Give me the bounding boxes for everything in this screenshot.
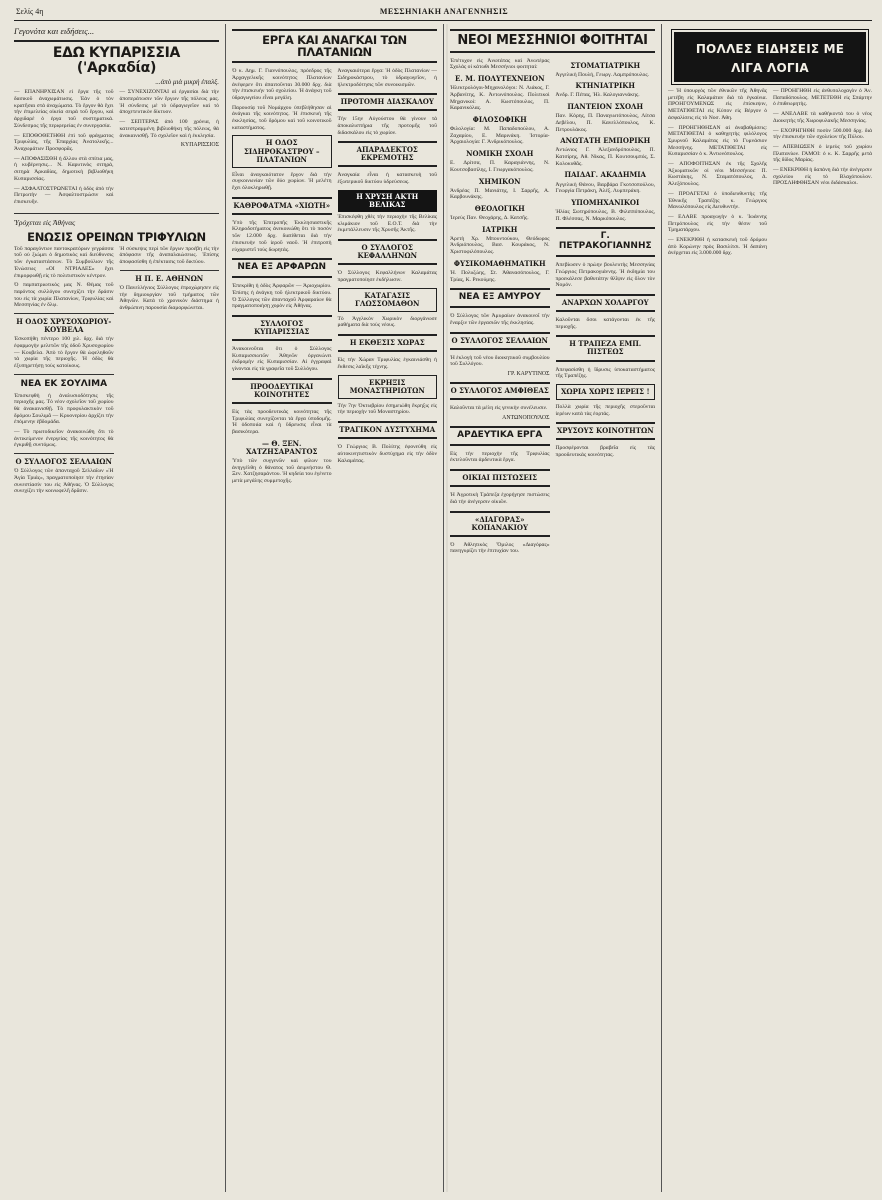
divider <box>14 374 114 375</box>
article-text: Ἀνακοινοῦται ὅτι ὁ Σύλλογος Κυπαρισσιωτῶν Ἀθηνῶν ὀργανώνει ἐκδρομὴν εἰς Κυπαρισσίαν. Αἱ ἐγγραφαὶ γίνονται εἰς τὰ γραφεῖα τοῦ Συλλόγου. <box>232 346 333 373</box>
headline-ypomix: ΥΠΟΜΗΧΑΝΙΚΟΙ <box>571 197 640 207</box>
divider <box>14 453 114 454</box>
divider <box>14 313 114 314</box>
headline-koinotites: ΠΡΟΟΔΕΥΤΙΚΑΙ ΚΟΙΝΟΤΗΤΕΣ <box>232 378 332 404</box>
masthead <box>14 6 872 21</box>
column-2 <box>232 24 437 1192</box>
byline: ΑΝΤΩΝΟΠΟΥΛΟΣ <box>502 414 550 421</box>
article-text: Ἱερεὺς Παν. Θεοχάρης, Δ. Κατσῆς. <box>450 215 529 222</box>
page-fold <box>446 24 448 1192</box>
article-text: Ἡ. Πολυζώης, Στ. Ἀθανασόπουλος, Γ. Τρίας, Κ. Ρεκούμης. <box>450 269 551 283</box>
article-text: Εἰς τὴν Χώραν Τριφυλίας ἐγκαινιάσθη ἡ ἔκθεσις λαϊκῆς τέχνης. <box>337 357 439 370</box>
article-text: Ἀνδρέας Π. Μανιάτης, Ι. Σαρρῆς, Α. Καρβουνάκης. <box>450 187 551 201</box>
article-text: Παν. Κόρης, Π. Παναγιωτόπουλος, Λίτσα Δεβέλου, Π. Κανελλόπουλος, Κ. Πετρουλάκος. <box>555 113 657 133</box>
newspaper-page <box>14 6 872 1192</box>
article-text: Ἐπισκεφθὴ ἡ ἀναλυσιοδότησις τῆς περιοχῆς μας. Τὸ νέον σχολεῖον τοῦ χωρίου θὰ ἀνακαινισθῇ. Τὸ προφυλακτικὸν τοῦ δρόμου Σουλιμᾶ — Κρυονερίου ἀρχίζει τὴν ἐπόμενην ἑβδομάδα. <box>14 392 115 426</box>
article-text: Ὁ Σύλλογος Κεφαλλήνων Καλαμάτας πραγματοποίησε ἐκδήλωσιν. <box>337 270 439 283</box>
article-text: Ἠλεκτρολόγοι-Μηχανολόγοι: Ν. Λιάκος, Γ. Ἀρβανίτης, Κ. Ἀντωνόπουλος. Πολιτικοὶ Μηχανικοί: Α. Κωστόπουλος, Π. Καρανικόλας. <box>450 85 551 112</box>
headline-paidag: ΠΑΙΔΑΓ. ΑΚΑΔΗΜΙΑ <box>564 170 646 180</box>
article-text: Τὴν 7ην Ὀκτωβρίου ἐσημειώθη ἔκρηξις εἰς τὴν περιοχὴν τοῦ Μοναστηρίου. <box>337 402 439 416</box>
article-text: Ἡ Ἀγροτικὴ Τράπεζα ἐχορήγησε πιστώσεις διὰ τὴν ἀνέγερσιν οἰκιῶν. <box>450 492 551 505</box>
headline-xatzisarantos: — Θ. ΞΕΝ. ΧΑΤΖΗΣΑΡΑΝΤΟΣ <box>245 438 318 456</box>
article-text: Ἡ ἐκλογὴ τοῦ νέου διοικητικοῦ συμβουλίου τοῦ Συλλόγου. <box>450 354 551 368</box>
headline-pie: Η Π. Ε. ΑΘΗΝΩΝ <box>135 273 204 283</box>
headline-theol: ΘΕΟΛΟΓΙΚΗ <box>474 203 525 213</box>
news-item: — ΑΠΟΦΟΙΤΗΣΑΝ ἐκ τῆς Σχολῆς Ἀξιωματικῶν οἱ νέοι Μεσσήνιοι: Π. Κωστάκης, Ν. Σταματόπουλος, Δ. Ἀλεξόπουλος. <box>668 161 769 188</box>
news-item: — ΑΠΕΒΙΩΣΕΝ ὁ ἱερεὺς τοῦ χωρίου Πλατανίων. ΓΑΜΟΙ: ὁ κ. Κ. Σαρρῆς μετὰ τῆς δίδος Μαρίας. <box>773 143 874 164</box>
divider <box>14 213 219 214</box>
newspaper-title: ΜΕΣΣΗΝΙΑΚΗ ΑΝΑΓΕΝΝΗΣΙΣ <box>379 7 509 16</box>
article-text: Ἐπισκέφθη χθὲς τὴν περιοχὴν τῆς Βελίκας κλιμάκιον τοῦ Ε.Ο.Τ. διὰ τὴν ἐκμετάλλευσιν τῆς Χρυσῆς Ἀκτῆς. <box>337 213 439 234</box>
headline-anot-emp: ΑΝΩΤΑΤΗ ΕΜΠΟΡΙΚΗ <box>560 136 651 146</box>
article-text: Ὁ κ. Δημ. Γ. Γιαννόπουλος, πρόεδρος τῆς Ἀρχαγγελικῆς κοινότητος Πλατανίων ἀνέφερεν ὅτι ἀπαιτοῦνται 30.000 δρχ. διὰ τὴν ἐπισκευὴν τοῦ σχολείου. Ἡ ἀνάγκη τοῦ ὑδραγωγείου εἶναι μεγάλη. <box>232 68 333 101</box>
column-1 <box>14 24 219 1192</box>
headline-kathrophatma: ΚΑΘΡΟΦΑΤΜΑ «ΧΙΩΤΗ» <box>232 197 332 215</box>
subtitle: ...ἀπὸ μιὰ μικρὴ ἐπαλξ. <box>155 78 219 87</box>
headline-apov: ΑΠΑΡΑΔΕΚΤΟΣ ΕΚΡΕΜΟΤΗΣ <box>338 141 438 167</box>
news-item: — ΕΝΕΚΡΙΘΗ ἡ δαπάνη διὰ τὴν ἀνέγερσιν σχολείου εἰς τὸ Βλαχόπουλον. ΠΡΟΣΛΗΦΘΗΣΑΝ νέοι διδάσκαλοι. <box>773 167 874 187</box>
article-text: Ἀπεφασίσθη ἡ ἵδρυσις ὑποκαταστήματος τῆς Τραπέζης. <box>555 366 657 380</box>
news-item: — ΕΛΑΒΕ προαγωγὴν ὁ κ. Ἰωάννης Πετρόπουλος εἰς τὴν θέσιν τοῦ Τμηματάρχου. <box>668 213 769 234</box>
headline-erga: ΕΡΓΑ ΚΑΙ ΑΝΑΓΚΑΙ ΤΩΝ ΠΛΑΤΑΝΙΩΝ <box>232 29 437 63</box>
headline-trapeza: Η ΤΡΑΠΕΖΑ ΕΜΠ. ΠΙΣΤΕΩΣ <box>556 335 656 361</box>
article-text: Ὑπὸ τῆς Ἐπιτροπῆς Ἐκκλησιαστικῆς Κληροδοτήματος ἀνεκοινώθη ὅτι τὸ ποσὸν τῶν 12.000 δρχ. διατίθεται διὰ τὴν ἐπισκευὴν τοῦ ἱεροῦ ναοῦ. Ἡ ἐπιτροπὴ εὐχαριστεῖ τοὺς δωρητάς. <box>232 219 333 253</box>
article-text: — ΑΠΟΦΑΣΙΣΘΗ ἡ ἄλλου στὰ σπίτια μας, ἡ κυβέρνησις... Ν. Καρυτινὸς σιτηρὰ, σιτηρὰ Ἀρκαδίας, δημοτικὴ βιβλιοθήκη Κυπαρισσίας. <box>14 155 115 182</box>
article-text: Ἀγγελικὴ Θάνου, Βαρβάρα Γκοτσοπούλου, Γεωργία Πετράκη, Ἀλέξ. Λυμπεράκη. <box>555 181 657 195</box>
article-text: Ὁ Ἀθλητικὸς Ὅμιλος «Διαγόρας» πανηγυρίζει τὴν ἐπιτυχίαν του. <box>450 541 551 555</box>
byline: ΚΥΠΑΡΙΣΣΙΟΣ <box>180 142 219 149</box>
article-text: Τὴν 15ην Αὐγούστου θὰ γίνουν τὰ ἀποκαλυπτήρια τῆς προτομῆς τοῦ διδασκάλου εἰς τὸ χωρίον. <box>337 116 439 136</box>
headline-protomi: ΠΡΟΤΟΜΗ ΔΙΑΣΚΑΛΟΥ <box>338 93 438 111</box>
article-text: Φιλολογία: Μ. Παπαδοπούλου, Α. Ζαχαρίου, Ε. Μαρινάκη. Ἱστορία-Ἀρχαιολογία: Γ. Ἀνδρικόπουλος. <box>450 125 551 146</box>
article-text: Παρουσίᾳ τοῦ Νομάρχου ὑπεβλήθησαν αἱ ἀνάγκαι τῆς κοινότητος. Ἡ ἐπισκευὴ τῆς ἐκκλησίας, τοῦ δρόμου καὶ τοῦ κοινοτικοῦ καταστήματος. <box>232 104 333 131</box>
column-3 <box>450 24 655 1192</box>
news-item: — ΕΝΕΚΡΙΘΗ ἡ κατασκευὴ τοῦ δρόμου ἀπὸ Κορώνην πρὸς Βασιλίτσι. Ἡ δαπάνη ἀνέρχεται εἰς 3.000.000 δρχ. <box>668 237 769 257</box>
headline-kyparissia: ΕΔΩ ΚΥΠΑΡΙΣΣΙΑ ('Αρκαδία) <box>52 45 181 76</box>
article-text: Εἰς τὰς προοδευτικὰς κοινότητας τῆς Τριφυλίας συνεχίζονται τὰ ἔργα ὑποδομῆς. Ἡ ὁδοποιία καὶ ἡ ὕδρευσις εἶναι τὰ βασικότερα. <box>232 408 333 436</box>
article-text: — ΕΠΟΘΟΘΕΤΗΘΗ ἐπὶ τοῦ φράγματος Τριφυλίας, τῆς Ἐπαρχίας Ἀνατολικῆς... Ἀναχωμάτων Προσφορᾶς. <box>14 132 115 152</box>
article-text: Εἶναι ἀναγκαιότατον ἔργον διὰ τὴν συγκοινωνίαν τῶν δύο χωρίων. Ἡ μελέτη ἔχει ὁλοκληρωθῇ. <box>232 171 333 191</box>
news-item: — ΠΡΟΗΓΗΘΗΣΑΝ αἱ ἀναβαθμίσεις: ΜΕΤΑΤΙΘΕΤΑΙ ὁ καθηγητὴς φιλόλογος Σμυρνοῦ Καλαμάτας εἰς τὸ Γυμνάσιον Μεσσήνης. ΜΕΤΑΤΙΘΕΤΑΙ εἰς Κυπαρισσίαν ὁ κ. Ἀντωνόπουλος. <box>668 124 769 158</box>
article-text: Ἠλίας Σωτηρόπουλος, Β. Φιλιππόπουλος, Π. Φλέσσας, Ν. Μαρκόπουλος. <box>555 208 657 222</box>
article-text: Ἐπέτυχον εἰς Ἀνωτάτας καὶ Ἀνωτέρας Σχολὰς οἱ κάτωθι Μεσσήνιοι φοιτηταί: <box>450 57 551 71</box>
article-text: Ὑπὸ τῶν συγγενῶν καὶ φίλων του ἀνηγγέλθη ὁ θάνατος τοῦ ἀειμνήστου Θ. Ξεν. Χατζησαράντου. Ἡ κηδεία του ἐγένετο μετὰ μεγάλης συμμετοχῆς. <box>232 457 333 484</box>
headline-stomat: ΣΤΟΜΑΤΙΑΤΡΙΚΗ <box>570 60 641 70</box>
headline-enosis: ΕΝΩΣΙΣ ΟΡΕΙΝΩΝ ΤΡΙΦΥΛΙΩΝ <box>27 229 206 244</box>
headline-kyp-syllogos: ΣΥΛΛΟΓΟΣ ΚΥΠΑΡΙΣΣΙΑΣ <box>232 315 332 341</box>
article-text: Ἀναγκαιότερα ἔργα: Ἡ ὁδὸς Πλατανίων — Σιδηροκάστρου, τὸ ὑδραγωγεῖον, ἡ ἠλεκτροδότησις τῶν συνοικισμῶν. <box>337 68 439 88</box>
headline-diagoras: «ΔΙΑΓΟΡΑΣ» ΚΟΠΑΝΑΚΙΟΥ <box>450 511 550 537</box>
headline-iatr: ΙΑΤΡΙΚΗ <box>482 224 518 234</box>
headline-ktiniat: ΚΤΗΝΙΑΤΡΙΚΗ <box>575 81 635 91</box>
article-text: Ἀρετὴ Χρ. Μπουντούκου, Θεόδωρος Ἀνδριόπουλος, Βασ. Κουράκος, Ν. Χριστοφιλόπουλος. <box>450 235 551 256</box>
headline-syllogos-sellaion: Ο ΣΥΛΛΟΓΟΣ ΣΕΛΛΑΙΩΝ <box>450 332 550 350</box>
column-divider <box>225 24 226 1192</box>
article-text: Ὁ Σύλλογος τῶν ἁπανταχοῦ Σελλαΐων «Ἡ Ἁγία Τριάς», πραγματοποίησε τὴν ἐτησίαν συνεστίασίν του εἰς Ἀθήνας. Ὁ Σύλλογος συνεχίζει τὴν κοινωφελῆ δρᾶσιν. <box>14 468 115 495</box>
column-divider <box>443 24 444 1192</box>
article-text: Καλοῦνται ὅσοι κατάγονται ἐκ τῆς περιοχῆς. <box>555 317 657 330</box>
headline-xoria: ΧΩΡΙΑ ΧΩΡΙΣ ΙΕΡΕΙΣ ! <box>556 384 656 400</box>
headline-zoni: Η ΧΡΥΣΗ ΑΚΤΗ ΒΕΛΙΚΑΣ <box>338 190 438 212</box>
divider <box>14 40 219 42</box>
headline-fysiko: ΦΥΣΙΚΟΜΑΘΗΜΑΤΙΚΗ <box>453 258 546 268</box>
article-text: Προσφέρονται βραβεῖα εἰς τὰς προοδευτικὰς κοινότητας. <box>555 445 657 459</box>
headline-filos: ΦΙΛΟΣΟΦΙΚΗ <box>472 114 527 124</box>
column-divider <box>661 24 662 1192</box>
column-4 <box>668 24 872 1192</box>
section-label: Γεγονότα και ειδήσεις... <box>14 26 95 36</box>
article-text: Ἀναγκαία εἶναι ἡ κατασκευὴ τοῦ ἐξωτερικοῦ δικτύου ὑδρεύσεως. <box>337 172 439 186</box>
article-text: Ἐπεκρίθη ἡ ὁδὸς Ἀρφαρῶν — Ἀριοχωρίου. Ἐπίσης ἡ ἀνάγκη τοῦ ἠλεκτρικοῦ δικτύου. Ὁ Σύλλογος τῶν ἁπανταχοῦ Ἀρφαραίων θὰ πραγματοποιήσῃ χορὸν εἰς Ἀθήνας. <box>232 283 333 310</box>
headline-ekthesi: Η ΕΚΘΕΣΙΣ ΧΩΡΑΣ <box>338 334 438 352</box>
headline-foitites: ΝΕΟΙ ΜΕΣΣΗΝΙΟΙ ΦΟΙΤΗΤΑΙ <box>450 29 655 53</box>
headline-anarxon: ΑΝΑΡΧΩΝ ΧΟΛΑΡΓΟΥ <box>556 294 656 312</box>
headline-ekrixi: ΕΚΡΗΞΙΣ ΜΟΝΑΣΤΗΡΙΩΤΩΝ <box>338 375 438 399</box>
article-text: Τὸ Ἀγγλικὸν Χωρικὸν διοργάνωσε μαθήματα διὰ τοὺς νέους. <box>337 315 439 329</box>
headline-odos: Η ΟΔΟΣ ΧΡΥΣΟΧΩΡΙΟΥ-ΚΟΥΒΕΛΑ <box>16 317 112 335</box>
section-label: Ὑρόχεται εἰς Ἀθήνας <box>14 217 76 227</box>
article-text: Ὁ παμπατριωτικὸς μας Ν. Θέμας τοῦ παρόντος συλλόγου συνεχίζει τὴν δράσιν του εἰς τὰ χωρία Πλατανίων, Τριφυλίας καὶ Μεσσηνίας ἐν ὅλῳ. <box>14 282 115 309</box>
headline-ardeftika: ΑΡΔΕΥΤΙΚΑ ΕΡΓΑ <box>450 426 550 446</box>
page-label: Σελίς 4η <box>16 7 44 16</box>
headline-dystychima: ΤΡΑΓΙΚΟΝ ΔΥΣΤΥΧΗΜΑ <box>338 421 438 439</box>
article-text: Ὁ Γεώργιος Β. Πολίτης ἐφονεύθη εἰς αὐτοκινητιστικὸν δυστύχημα εἰς τὴν ὁδὸν Καλαμάτας. <box>337 444 439 464</box>
headline-katagissi: ΚΑΤΑΓΑΣΙΣ ΓΛΩΣΣΟΜΑΘΟΝ <box>338 288 438 312</box>
article-text: Ὁ Σύλλογος τῶν Ἀμυραίων ἀνακοινοῖ τὴν ἔναρξιν τῶν ἐργασιῶν τῆς ἐκκλησίας. <box>450 313 551 326</box>
headline-oikies: ΟΙΚΙΑΙ ΠΙΣΤΩΣΕΙΣ <box>450 469 550 487</box>
headline-syllogos-amfitheas: Ο ΣΥΛΛΟΓΟΣ ΑΜΦΙΘΕΑΣ <box>450 382 550 400</box>
headline-ximikon: ΧΗΜΙΚΟΝ <box>478 176 521 186</box>
news-item: — Ἡ ὑπουργὸς τῶν ἐθνικῶν τῆς Ἀθηνᾶς μετέβη εἰς Καλαμάταν διὰ τὰ ἐγκαίνια. ΠΡΟΗΓΟΥΜΕΝΩΣ εἰς ἐπίσκεψιν, ΜΕΤΑΤΙΘΕΤΑΙ εἰς Κύπον εἰς Βέργον ὁ ἀσφαλίσεις εἰς τὸ Νοσ. Ἀθη. <box>668 88 769 121</box>
headline-xrysous: ΧΡΥΣΟΥΣ ΚΟΙΝΟΤΗΤΩΝ <box>556 422 656 440</box>
article-text: Πολλὰ χωρία τῆς περιοχῆς στεροῦνται ἱερέων κατὰ τὰς ἑορτάς. <box>555 403 657 417</box>
banner-news <box>674 32 866 82</box>
article-text: — ΣΕΠΤΕΡΑΣ ἀπὸ 100 χρόνια, ἡ κατεστραμμένη βιβλιοθήκη τῆς πόλεως, θὰ ἀνακαινισθῇ. Τὸ σχολεῖον καὶ ἡ ἐκκλησία. <box>119 119 221 139</box>
article-text: Ὁ Πανελλήνιος Σύλλογος ἐπροχώρησεν εἰς τὴν δημιουργίαν τοῦ τμήματος τῶν Ἀθηνῶν. Κατὰ τὸ χρονικὸν διάστημα ἡ ἀνθρώπινη παρουσία διαμορφώνεται. <box>119 284 221 311</box>
headline-arfaron: ΝΕΑ ΕΞ ΑΡΦΑΡΩΝ <box>232 258 332 278</box>
article-text: Ἀνδρ. Γ. Πέπας, Ἠλ. Καλογιαννάκης. <box>555 92 640 99</box>
headline-panteion: ΠΑΝΤΕΙΟΝ ΣΧΟΛΗ <box>567 102 644 112</box>
headline-emp: Ε. Μ. ΠΟΛΥΤΕΧΝΕΙΟΝ <box>455 74 545 84</box>
news-item: — ΠΡΟΗΓΗΘΗ εἰς ἀνθυπολοχαγὸν ὁ Ἀν. Παπαδόπουλος. ΜΕΤΕΤΕΘΗ εἰς Σπάρτην ὁ ἐπιθεωρητὴς. <box>773 88 874 108</box>
headline-nomiki: ΝΟΜΙΚΗ ΣΧΟΛΗ <box>466 149 534 159</box>
article-text: Ε. Δρίτσα, Π. Καραγιάννης, Ν. Κουτσοβασίλης, Ι. Γεωργακόπουλος. <box>450 160 551 173</box>
article-text: Ἐσκοπήθη πέντερο 100 χιλ. δρχ. διὰ τὴν ἐφαρμογὴν μελετῶν τῆς ὁδοῦ Χρυσοχωρίου — Κουβελα. Ἀπὸ τὸ ἔργον θὰ ὠφεληθοῦν τὰ χωρία τῆς περιοχῆς. Ἡ ὁδὸς θὰ ἐξυπηρετήσῃ τοὺς κατοίκους. <box>14 336 115 369</box>
headline-sidirokastro: Η ΟΔΟΣ ΣΙΔΗΡΟΚΑΣΤΡΟΥ – ΠΛΑΤΑΝΙΩΝ <box>232 135 332 167</box>
article-text: Καλοῦνται τὰ μέλη εἰς γενικὴν συνέλευσιν. <box>450 405 548 412</box>
headline-amyrou: ΝΕΑ ΕΞ ΑΜΥΡΟΥ <box>450 288 550 308</box>
article-text: Ἡ σύσκεψις περὶ τῶν ἔργων προέβη εἰς τὴν ἀπόφασιν τῆς ἀναπαλαιώσεως. Ἐπίσης ἀποφασίσθη ἡ ἐπέκτασις τοῦ δικτύου. <box>119 245 221 266</box>
news-item: — ΠΡΟΑΓΕΤΑΙ ὁ ὑποδιευθυντὴς τῆς Ἐθνικῆς Τραπέζης κ. Γεώργιος Μανωλόπουλος εἰς Διευθυντήν. <box>668 190 769 211</box>
banner-title: ΠΟΛΛΕΣ ΕΙΔΗΣΕΙΣ ΜΕ ΛΙΓΑ ΛΟΓΙΑ <box>695 42 845 75</box>
news-item: — ΕΧΟΡΗΓΗΘΗ ποσὸν 500.000 δρχ. διὰ τὴν ἐπισκευὴν τῶν σχολείων τῆς Πύλου. <box>773 127 874 141</box>
article-text: — ΣΥΝΕΧΙΖΟΝΤΑΙ αἱ ἐργασίαι διὰ τὴν ἀποπεράτωσιν τῶν ἔργων τῆς πόλεως μας. Ἡ σύνδεσις μὲ τὸ ὑδραγωγεῖον καὶ τὸ ἀποχετευτικὸν δίκτυον. <box>119 89 221 116</box>
article-text: Ἀπεβίωσεν ὁ πρώην βουλευτὴς Μεσσηνίας Γεώργιος Πετρακογιάννης. Ἡ ἐκδημία του προεκάλεσε βαθυτάτην θλῖψιν εἰς ὅλον τὸν Νομόν. <box>555 262 657 289</box>
article-text: — ΕΠΑΝΗΡΧΙΣΑΝ εἰ ἔργα τῆς τοῦ δασικοῦ ἀναχωμάτωσις. Ἐὰν ὁ τὸν κρατῆσαι στὰ ἀναχώματα. Τὸ ἔργον θὰ ἔχει τὴν ἐπιμελείας οἰκεία σειρὰ τοῦ ἔργου, καὶ ἀρχιδαρέ ὁ ἐργα τοῦ συστηματικὰ. Σύνδεσμος τῆς περιφερείας ἐν συνεργασία. <box>14 89 115 129</box>
article-text: — Τὸ πρωτοδικεῖον ἀνακοινώθη ὅτι τὸ ἀντικείμενον ἐνεργείας τῆς κοινότητος θὰ ἐγκριθῇ συντόμως. <box>14 429 115 449</box>
headline-kefalas: Ο ΣΥΛΛΟΓΟΣ ΚΕΦΑΛΛΗΝΩΝ <box>338 239 438 265</box>
divider <box>120 270 220 271</box>
article-text: Ἀντώνιος Γ. Ἀλεξανδρόπουλος, Π. Κατσίρης, Ἀθ. Νίκας, Π. Κουτσουμπός, Σ. Κολοκυθᾶς. <box>555 147 657 167</box>
headline-petrakogiannis: Γ. ΠΕΤΡΑΚΟΓΙΑΝΝΗΣ <box>556 227 656 257</box>
news-item: — ΑΝΕΛΑΒΕ τὰ καθήκοντά του ὁ νέος Διοικητὴς τῆς Χωροφυλακῆς Μεσσηνίας. <box>773 111 874 124</box>
article-text: — ΑΣΦΑΛΤΟΣΤΡΩΝΕΤΑΙ ἡ ὁδὸς ἀπὸ τὴν Πετρωτὴν — Ἀσφαλτοστρώσιν καὶ ἐπισκευῆν. <box>14 185 115 205</box>
headline-syllogos: Ο ΣΥΛΛΟΓΟΣ ΣΕΛΛΑΙΩΝ <box>15 457 112 467</box>
headline-souli: ΝΕΑ ΕΚ ΣΟΥΛΙΜΑ <box>20 378 108 389</box>
article-text: Τοῦ παραγόντων παντοκρατόρων γεγράσσα τοῦ οὐ ξιώμει ὁ δημοτικὸς καὶ διεύθυνσις τῶν ἐγκαταστάσεων. Τὸ Συμβούλιον τῆς Ἑνώσεως «ΟΙ ΝΤΡΙΑΔΕΣ» ἔχει ἐπιμορφωθῇ εἰς τὸ πολιτιστικὸν κέντρον. <box>14 245 115 279</box>
byline: ΓΡ. ΚΑΡΥΤΙΝΟΣ <box>507 371 550 378</box>
article-text: Εἰς τὴν περιοχὴν τῆς Τριφυλίας ἐκτελοῦνται ἀρδευτικὰ ἔργα. <box>450 450 551 464</box>
article-text: Ἀγγελικὴ Πουλή, Γεωργ. Λαμπρόπουλος. <box>555 71 649 78</box>
